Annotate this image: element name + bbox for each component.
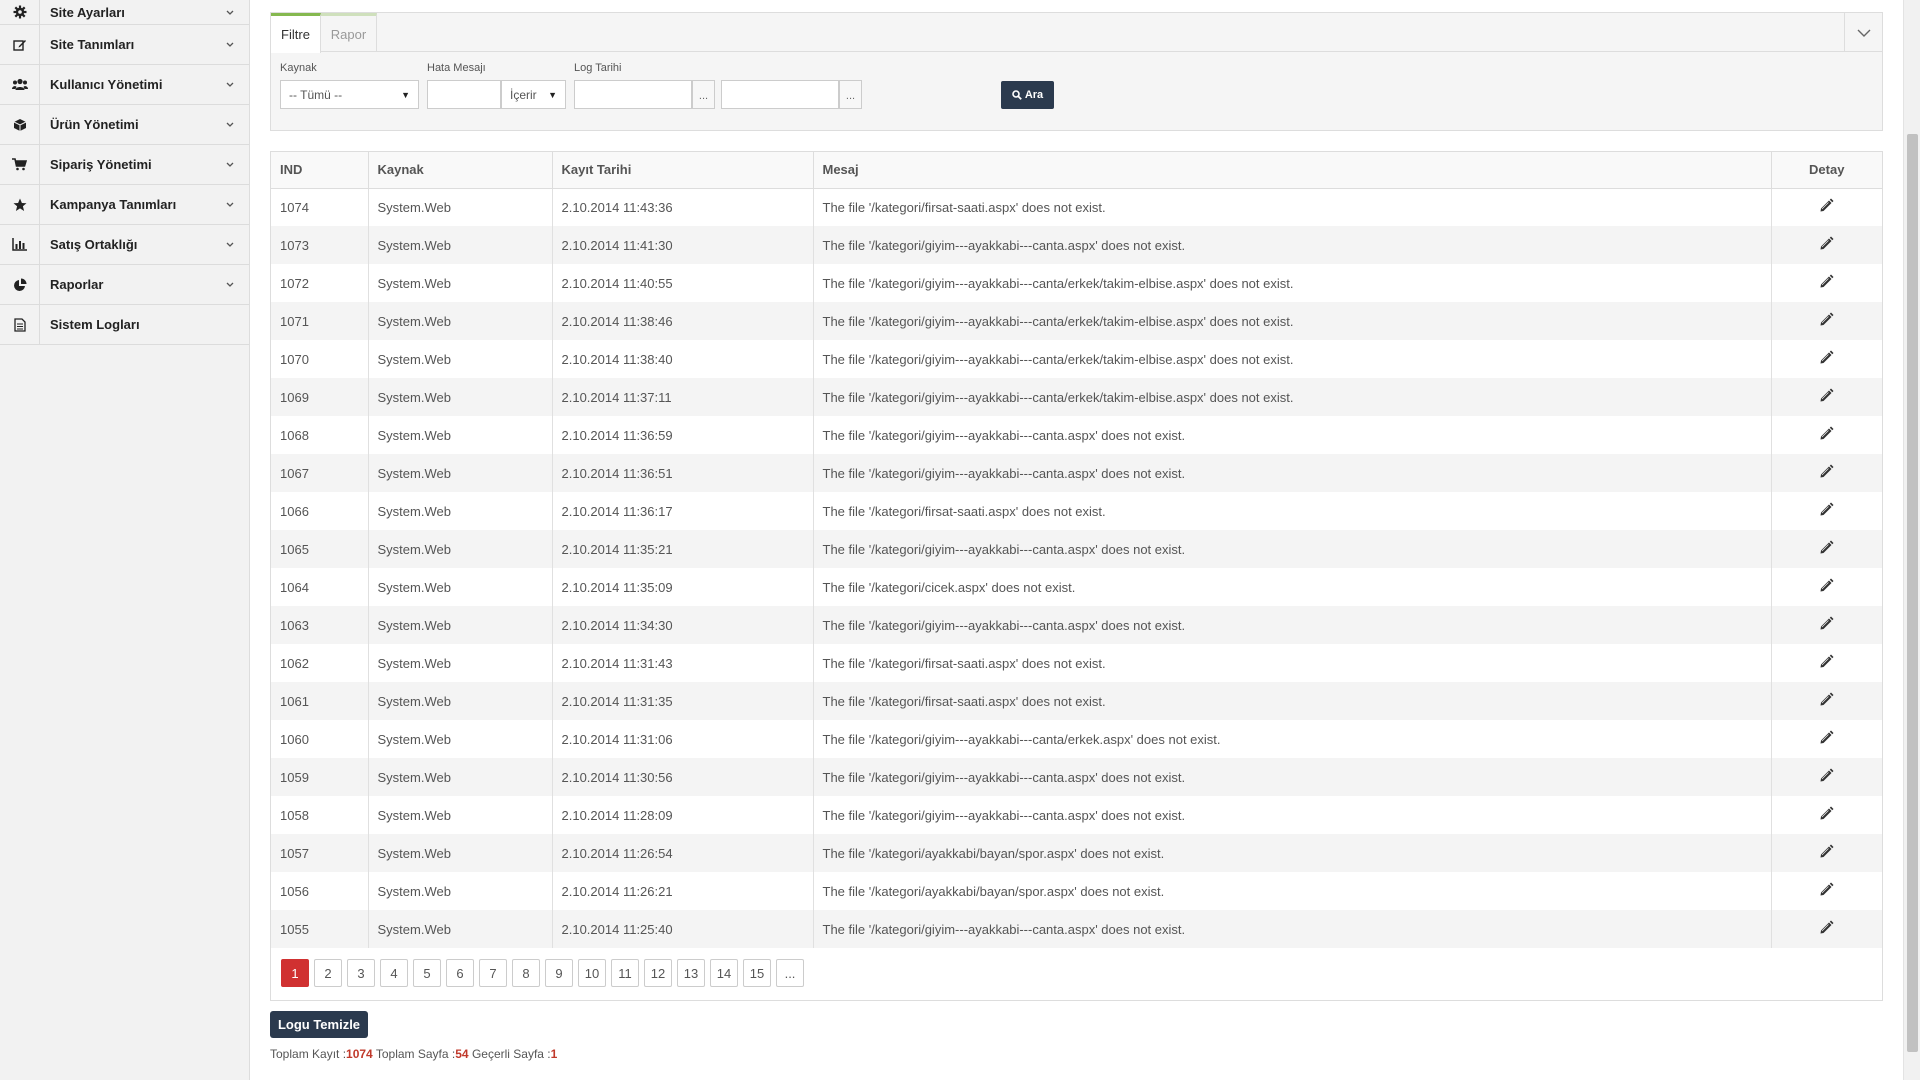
cell-detay [1771, 188, 1882, 226]
log-tarihi-from-input[interactable] [574, 80, 692, 109]
table-row [271, 454, 1882, 492]
cell-ind: 1066 [271, 492, 368, 530]
cell-kaynak: System.Web [368, 682, 552, 720]
cell-mesaj: The file '/kategori/firsat-saati.aspx' does not exist. [813, 492, 1771, 530]
table-row [271, 188, 1882, 226]
sidebar-item-sistem-loglari[interactable] [0, 305, 249, 345]
sidebar-item-label: Site Tanımları [50, 37, 135, 52]
table-row [271, 302, 1882, 340]
tab-rapor[interactable]: Rapor [321, 13, 377, 52]
cell-kayit-tarihi: 2.10.2014 11:26:21 [552, 872, 813, 910]
cell-ind: 1063 [271, 606, 368, 644]
sidebar-item-satis-ortakligi[interactable] [0, 225, 249, 265]
total-records-label: Toplam Kayıt : [270, 1047, 347, 1061]
cell-kaynak: System.Web [368, 644, 552, 682]
search-button[interactable] [1001, 81, 1054, 109]
header-detay: Detay [1771, 152, 1882, 188]
table-row [271, 758, 1882, 796]
cell-kaynak: System.Web [368, 416, 552, 454]
pencil-icon[interactable] [1819, 502, 1834, 517]
table-row [271, 530, 1882, 568]
hata-mesaji-input[interactable] [427, 80, 501, 109]
cell-kaynak: System.Web [368, 340, 552, 378]
sidebar-item-siparis-yonetimi[interactable] [0, 145, 249, 185]
collapse-button[interactable] [1844, 13, 1882, 52]
cell-kayit-tarihi: 2.10.2014 11:28:09 [552, 796, 813, 834]
sidebar-item-kullanici-yonetimi[interactable] [0, 65, 249, 105]
page-1[interactable]: 1 [281, 959, 309, 987]
gear-icon [0, 0, 40, 24]
page-11[interactable]: 11 [611, 959, 639, 987]
cell-detay [1771, 644, 1882, 682]
cell-kaynak: System.Web [368, 302, 552, 340]
cell-detay [1771, 872, 1882, 910]
kaynak-select[interactable] [280, 80, 419, 109]
chevron-down-icon [223, 239, 237, 250]
cell-mesaj: The file '/kategori/giyim---ayakkabi---canta.aspx' does not exist. [813, 606, 1771, 644]
pencil-icon[interactable] [1819, 388, 1834, 403]
cell-kaynak: System.Web [368, 758, 552, 796]
chevron-down-icon [223, 7, 237, 18]
cell-detay [1771, 416, 1882, 454]
cell-mesaj: The file '/kategori/giyim---ayakkabi---canta/erkek/takim-elbise.aspx' does not exist. [813, 264, 1771, 302]
pencil-icon[interactable] [1819, 426, 1834, 441]
cell-kayit-tarihi: 2.10.2014 11:36:51 [552, 454, 813, 492]
table-row [271, 872, 1882, 910]
pencil-icon[interactable] [1819, 198, 1834, 213]
filter-tabs [271, 13, 1882, 52]
cell-kaynak: System.Web [368, 454, 552, 492]
cell-kayit-tarihi: 2.10.2014 11:31:35 [552, 682, 813, 720]
page-15[interactable]: 15 [743, 959, 771, 987]
filter-panel [270, 12, 1883, 131]
cell-ind: 1062 [271, 644, 368, 682]
cart-icon [0, 145, 40, 184]
cell-mesaj: The file '/kategori/firsat-saati.aspx' does not exist. [813, 682, 1771, 720]
pencil-icon[interactable] [1819, 236, 1834, 251]
date-picker-from-button[interactable]: ... [692, 80, 715, 109]
cell-mesaj: The file '/kategori/giyim---ayakkabi---canta.aspx' does not exist. [813, 530, 1771, 568]
cell-mesaj: The file '/kategori/giyim---ayakkabi---canta/erkek/takim-elbise.aspx' does not exist. [813, 340, 1771, 378]
cell-kayit-tarihi: 2.10.2014 11:25:40 [552, 910, 813, 948]
page-5[interactable]: 5 [413, 959, 441, 987]
cell-kayit-tarihi: 2.10.2014 11:31:43 [552, 644, 813, 682]
current-page-value: 1 [550, 1047, 558, 1061]
cell-detay [1771, 454, 1882, 492]
cell-detay [1771, 568, 1882, 606]
cell-kayit-tarihi: 2.10.2014 11:30:56 [552, 758, 813, 796]
chevron-down-icon [1857, 29, 1871, 37]
cell-kaynak: System.Web [368, 872, 552, 910]
cell-kayit-tarihi: 2.10.2014 11:38:46 [552, 302, 813, 340]
cell-mesaj: The file '/kategori/giyim---ayakkabi---canta/erkek/takim-elbise.aspx' does not exist. [813, 302, 1771, 340]
pencil-icon[interactable] [1819, 312, 1834, 327]
cell-kayit-tarihi: 2.10.2014 11:35:21 [552, 530, 813, 568]
header-kaynak[interactable]: Kaynak [368, 152, 552, 188]
table-row [271, 720, 1882, 758]
bar-chart-icon [0, 225, 40, 264]
cell-ind: 1058 [271, 796, 368, 834]
table-row [271, 226, 1882, 264]
cell-mesaj: The file '/kategori/giyim---ayakkabi---canta.aspx' does not exist. [813, 796, 1771, 834]
pencil-icon[interactable] [1819, 616, 1834, 631]
pencil-icon[interactable] [1819, 464, 1834, 479]
cell-mesaj: The file '/kategori/giyim---ayakkabi---canta.aspx' does not exist. [813, 454, 1771, 492]
cell-detay [1771, 378, 1882, 416]
cell-kayit-tarihi: 2.10.2014 11:41:30 [552, 226, 813, 264]
pencil-icon[interactable] [1819, 540, 1834, 555]
cell-detay [1771, 720, 1882, 758]
cell-detay [1771, 302, 1882, 340]
sidebar-item-label: Site Ayarları [50, 4, 125, 20]
tab-filtre[interactable]: Filtre [271, 13, 321, 53]
sidebar-item-label: Satış Ortaklığı [50, 237, 138, 252]
pencil-icon[interactable] [1819, 730, 1834, 745]
cell-kaynak: System.Web [368, 226, 552, 264]
cell-ind: 1057 [271, 834, 368, 872]
table-row [271, 606, 1882, 644]
chevron-down-icon [223, 199, 237, 210]
sidebar-item-label: Kampanya Tanımları [50, 197, 177, 212]
cell-ind: 1069 [271, 378, 368, 416]
chevron-down-icon [223, 39, 237, 50]
cell-ind: 1068 [271, 416, 368, 454]
log-table [271, 152, 1882, 948]
cell-kaynak: System.Web [368, 834, 552, 872]
cell-mesaj: The file '/kategori/giyim---ayakkabi---canta.aspx' does not exist. [813, 416, 1771, 454]
current-page-label: Geçerli Sayfa : [471, 1047, 551, 1061]
cell-kaynak: System.Web [368, 530, 552, 568]
cell-ind: 1072 [271, 264, 368, 302]
chevron-down-icon [223, 119, 237, 130]
header-kayit-tarihi[interactable]: Kayıt Tarihi [552, 152, 813, 188]
cell-kayit-tarihi: 2.10.2014 11:35:09 [552, 568, 813, 606]
header-ind[interactable]: IND [271, 152, 368, 188]
date-picker-to-button[interactable]: ... [839, 80, 862, 109]
log-tarihi-label: Log Tarihi [574, 62, 622, 74]
cell-kayit-tarihi: 2.10.2014 11:34:30 [552, 606, 813, 644]
sidebar-item-label: Ürün Yönetimi [50, 117, 139, 132]
cell-ind: 1060 [271, 720, 368, 758]
pencil-icon[interactable] [1819, 274, 1834, 289]
edit-icon [0, 25, 40, 64]
kaynak-select-value: -- Tümü -- [289, 87, 343, 102]
pencil-icon[interactable] [1819, 844, 1834, 859]
log-table-panel [270, 151, 1883, 1001]
cell-kaynak: System.Web [368, 606, 552, 644]
cell-kaynak: System.Web [368, 568, 552, 606]
cell-mesaj: The file '/kategori/firsat-saati.aspx' does not exist. [813, 644, 1771, 682]
sidebar-item-label: Raporlar [50, 277, 104, 292]
sidebar-item-label: Sistem Logları [50, 317, 140, 332]
cell-detay [1771, 226, 1882, 264]
cell-ind: 1061 [271, 682, 368, 720]
cell-ind: 1073 [271, 226, 368, 264]
table-row [271, 340, 1882, 378]
page-6[interactable]: 6 [446, 959, 474, 987]
pencil-icon[interactable] [1819, 578, 1834, 593]
cell-mesaj: The file '/kategori/cicek.aspx' does not exist. [813, 568, 1771, 606]
cell-kaynak: System.Web [368, 492, 552, 530]
pencil-icon[interactable] [1819, 768, 1834, 783]
page-14[interactable]: 14 [710, 959, 738, 987]
cell-detay [1771, 530, 1882, 568]
table-row [271, 416, 1882, 454]
cell-ind: 1074 [271, 188, 368, 226]
pencil-icon[interactable] [1819, 654, 1834, 669]
cell-kaynak: System.Web [368, 720, 552, 758]
table-row [271, 796, 1882, 834]
page-8[interactable]: 8 [512, 959, 540, 987]
pagination [281, 959, 804, 987]
cell-mesaj: The file '/kategori/giyim---ayakkabi---canta.aspx' does not exist. [813, 226, 1771, 264]
pencil-icon[interactable] [1819, 692, 1834, 707]
page-2[interactable]: 2 [314, 959, 342, 987]
sidebar-item-site-tanimlari[interactable] [0, 25, 249, 65]
pencil-icon[interactable] [1819, 806, 1834, 821]
cell-ind: 1056 [271, 872, 368, 910]
cell-detay [1771, 758, 1882, 796]
search-icon [1012, 90, 1022, 100]
cell-ind: 1064 [271, 568, 368, 606]
cell-ind: 1067 [271, 454, 368, 492]
hata-operator-select[interactable] [501, 80, 566, 109]
sidebar-item-site-ayarlari[interactable] [0, 0, 249, 25]
cell-kayit-tarihi: 2.10.2014 11:40:55 [552, 264, 813, 302]
star-icon [0, 185, 40, 224]
page-10[interactable]: 10 [578, 959, 606, 987]
search-button-label: Ara [1024, 89, 1044, 101]
pencil-icon[interactable] [1819, 350, 1834, 365]
chevron-down-icon [223, 79, 237, 90]
table-header-row [271, 152, 1882, 188]
cell-mesaj: The file '/kategori/giyim---ayakkabi---canta/erkek.aspx' does not exist. [813, 720, 1771, 758]
caret-down-icon: ▼ [401, 89, 410, 100]
page-4[interactable]: 4 [380, 959, 408, 987]
total-pages-label: Toplam Sayfa : [375, 1047, 456, 1061]
cell-ind: 1055 [271, 910, 368, 948]
cell-kayit-tarihi: 2.10.2014 11:36:59 [552, 416, 813, 454]
pencil-icon[interactable] [1819, 920, 1834, 935]
page-12[interactable]: 12 [644, 959, 672, 987]
page-7[interactable]: 7 [479, 959, 507, 987]
cell-detay [1771, 910, 1882, 948]
cell-kaynak: System.Web [368, 796, 552, 834]
sidebar [0, 0, 250, 1080]
table-row [271, 264, 1882, 302]
cell-detay [1771, 834, 1882, 872]
sidebar-item-raporlar[interactable] [0, 265, 249, 305]
cell-ind: 1071 [271, 302, 368, 340]
cell-mesaj: The file '/kategori/firsat-saati.aspx' does not exist. [813, 188, 1771, 226]
page-9[interactable]: 9 [545, 959, 573, 987]
table-row [271, 682, 1882, 720]
cell-ind: 1059 [271, 758, 368, 796]
document-icon [0, 305, 40, 344]
cell-kaynak: System.Web [368, 264, 552, 302]
sidebar-item-label: Kullanıcı Yönetimi [50, 77, 163, 92]
cell-kaynak: System.Web [368, 188, 552, 226]
summary [270, 1047, 557, 1061]
chevron-down-icon [223, 159, 237, 170]
chevron-down-icon [223, 279, 237, 290]
users-icon [0, 65, 40, 104]
sidebar-item-kampanya-tanimlari[interactable] [0, 185, 249, 225]
table-row [271, 910, 1882, 948]
hata-operator-value: İçerir [510, 87, 537, 102]
scrollbar-thumb[interactable] [1907, 134, 1918, 1052]
caret-down-icon: ▼ [548, 89, 557, 100]
page-ellipsis[interactable]: ... [776, 959, 804, 987]
clear-log-button[interactable]: Logu Temizle [270, 1011, 368, 1038]
cell-kayit-tarihi: 2.10.2014 11:43:36 [552, 188, 813, 226]
cell-kaynak: System.Web [368, 910, 552, 948]
cell-kayit-tarihi: 2.10.2014 11:26:54 [552, 834, 813, 872]
cell-kayit-tarihi: 2.10.2014 11:38:40 [552, 340, 813, 378]
cell-detay [1771, 796, 1882, 834]
header-mesaj[interactable]: Mesaj [813, 152, 1771, 188]
hata-mesaji-label: Hata Mesajı [427, 62, 486, 74]
cell-detay [1771, 492, 1882, 530]
cell-kayit-tarihi: 2.10.2014 11:36:17 [552, 492, 813, 530]
cell-detay [1771, 682, 1882, 720]
pie-chart-icon [0, 265, 40, 304]
cell-detay [1771, 264, 1882, 302]
cell-detay [1771, 340, 1882, 378]
cell-detay [1771, 606, 1882, 644]
cell-mesaj: The file '/kategori/ayakkabi/bayan/spor.aspx' does not exist. [813, 834, 1771, 872]
kaynak-label: Kaynak [280, 62, 317, 74]
page-13[interactable]: 13 [677, 959, 705, 987]
cell-kaynak: System.Web [368, 378, 552, 416]
pencil-icon[interactable] [1819, 882, 1834, 897]
total-records-value: 1074 [346, 1047, 373, 1061]
cell-mesaj: The file '/kategori/giyim---ayakkabi---canta.aspx' does not exist. [813, 758, 1771, 796]
sidebar-item-label: Sipariş Yönetimi [50, 157, 152, 172]
box-icon [0, 105, 40, 144]
cell-kayit-tarihi: 2.10.2014 11:31:06 [552, 720, 813, 758]
cell-kayit-tarihi: 2.10.2014 11:37:11 [552, 378, 813, 416]
cell-ind: 1070 [271, 340, 368, 378]
table-row [271, 568, 1882, 606]
cell-mesaj: The file '/kategori/giyim---ayakkabi---canta.aspx' does not exist. [813, 910, 1771, 948]
table-row [271, 834, 1882, 872]
table-row [271, 644, 1882, 682]
cell-mesaj: The file '/kategori/ayakkabi/bayan/spor.aspx' does not exist. [813, 872, 1771, 910]
total-pages-value: 54 [455, 1047, 469, 1061]
cell-mesaj: The file '/kategori/giyim---ayakkabi---canta/erkek/takim-elbise.aspx' does not exist. [813, 378, 1771, 416]
log-tarihi-to-input[interactable] [721, 80, 839, 109]
sidebar-item-urun-yonetimi[interactable] [0, 105, 249, 145]
page-3[interactable]: 3 [347, 959, 375, 987]
vertical-scrollbar[interactable] [1903, 0, 1920, 1080]
table-row [271, 378, 1882, 416]
table-row [271, 492, 1882, 530]
cell-ind: 1065 [271, 530, 368, 568]
